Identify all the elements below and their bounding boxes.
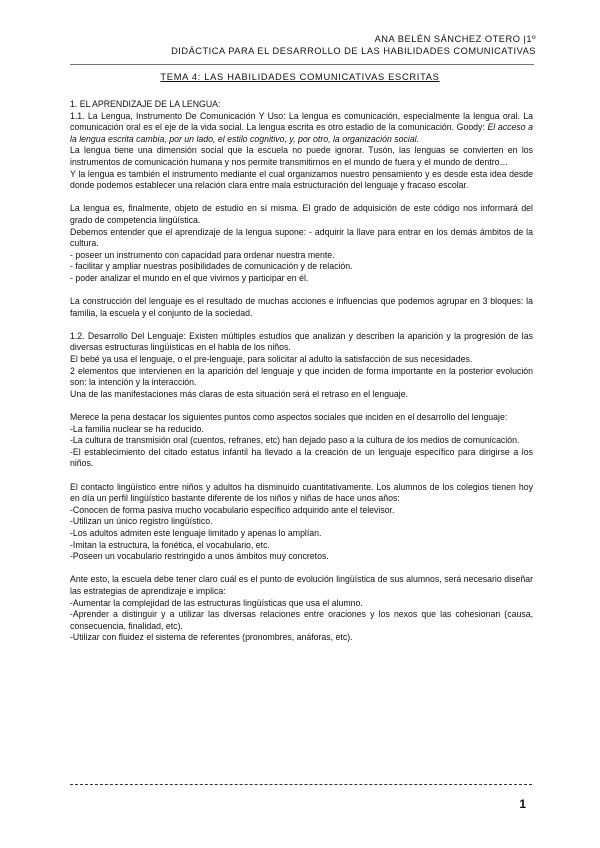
paragraph: La construcción del lenguaje es el resultado de muchas acciones e influencias que podemos agrupar en 3 bloques: la familia, la escuela y el conjunto de la sociedad. <box>70 296 533 318</box>
header-rule <box>70 64 534 65</box>
paragraph: 2 elementos que intervienen en la aparición del lenguaje y que inciden de forma importante en la posterior evolución son: la intención y la interacción. <box>70 365 533 388</box>
paragraph: El bebé ya usa el lenguaje, o el pre-lenguaje, para solicitar al adulto la satisfacción de sus necesidades. <box>70 354 473 365</box>
list-item: - poseer un instrumento con capacidad para ordenar nuestra mente. <box>70 249 335 260</box>
paragraph: La lengua tiene una dimensión social que la escuela no puede ignorar. Tusón, las lenguas se convierten en los instrumentos de comunicación humana y nos permite transmitirnos en el mundo de fuera y el mundo de dentro… <box>70 145 533 167</box>
list-item: -Aumentar la complejidad de las estructuras lingüísticas que usa el alumno. <box>70 597 363 608</box>
list-item: - poder analizar el mundo en el que vivimos y participar en él. <box>70 272 309 283</box>
document-body <box>70 99 533 644</box>
paragraph: La lengua es, finalmente, objeto de estudio en sí misma. El grado de adquisición de este código nos informará del grado de competencia lingüística. <box>70 203 533 225</box>
paragraph: Merece la pena destacar los siguientes puntos como aspectos sociales que inciden en el desarrollo del lenguaje: <box>70 412 508 423</box>
paragraph: Y la lengua es también el instrumento mediante el cual organizamos nuestro pensamiento y es desde esta idea desde donde podemos establecer una relación clara entre mala estructuración del lenguaje y fracaso escolar. <box>70 168 533 191</box>
list-item: -Conocen de forma pasiva mucho vocabulario específico adquirido ante el televisor. <box>70 504 395 515</box>
paragraph: Debemos entender que el aprendizaje de la lengua supone: - adquirir la llave para entrar en los demás ámbitos de la cultura. <box>70 226 533 249</box>
page-number: 1 <box>519 797 526 811</box>
paragraph: 1.2. Desarrollo Del Lenguaje: Existen múltiples estudios que analizan y describen la aparición y la progresión de las diversas estructuras lingüísticas en el habla de los niños. <box>70 330 533 353</box>
list-item: -La familia nuclear se ha reducido. <box>70 423 204 434</box>
header-subject: DIDÁCTICA PARA EL DESARROLLO DE LAS HABILIDADES COMUNICATIVAS <box>171 46 536 56</box>
paragraph <box>70 111 533 146</box>
list-item: - facilitar y ampliar nuestras posibilidades de comunicación y de relación. <box>70 261 353 272</box>
paragraph: Ante esto, la escuela debe tener claro cuál es el punto de evolución lingüística de sus alumnos, será necesario diseñar las estrategias de aprendizaje e implica: <box>70 574 533 596</box>
list-item: -Poseen un vocabulario restringido a unos ámbitos muy concretos. <box>70 551 329 562</box>
header-author: ANA BELÉN SÁNCHEZ OTERO |1º <box>374 34 536 44</box>
list-item: -Utilizan un único registro lingüístico. <box>70 516 213 527</box>
list-item: -El establecimiento del citado estatus infantil ha llevado a la creación de un lenguaje específico para dirigirse a los niños. <box>70 446 533 469</box>
list-item: -La cultura de transmisión oral (cuentos, refranes, etc) han dejado paso a la cultura de los medios de comunicación. <box>70 435 520 446</box>
list-item: -Aprender a distinguir y a utilizar las diversas relaciones entre oraciones y los nexos que las cohesionan (causa, consecuencia, finalidad, etc). <box>70 609 533 631</box>
paragraph: El contacto lingüístico entre niños y adultos ha disminuido cuantitativamente. Los alumnos de los colegios tienen hoy en día un perfil lingüístico bastante diferente de los niños y niñas de hace unos años: <box>70 481 533 504</box>
footer-rule <box>70 784 532 785</box>
section-heading: 1. EL APRENDIZAJE DE LA LENGUA: <box>70 99 221 109</box>
paragraph: Una de las manifestaciones más claras de esta situación será el retraso en el lenguaje. <box>70 388 409 399</box>
list-item: -Utilizar con fluidez el sistema de referentes (pronombres, anáforas, etc). <box>70 632 353 643</box>
list-item: -Los adultos admiten este lenguaje limitado y apenas lo amplían. <box>70 527 322 538</box>
list-item: -Imitan la estructura, la fonética, el vocabulario, etc. <box>70 539 270 550</box>
paragraph-text: 1.1. La Lengua, Instrumento De Comunicación Y Uso: La lengua es comunicación, especialmente la lengua oral. La comunicación oral es el eje de la vida social. La lengua escrita es otro estadio de la comunicación. Goody: <box>70 110 533 133</box>
quote-text: El acceso a la lengua escrita cambia, por un lado, el estilo cognitivo, y, por otro, la organización social. <box>70 122 534 144</box>
page-title: TEMA 4: LAS HABILIDADES COMUNICATIVAS ESCRITAS <box>160 72 440 82</box>
